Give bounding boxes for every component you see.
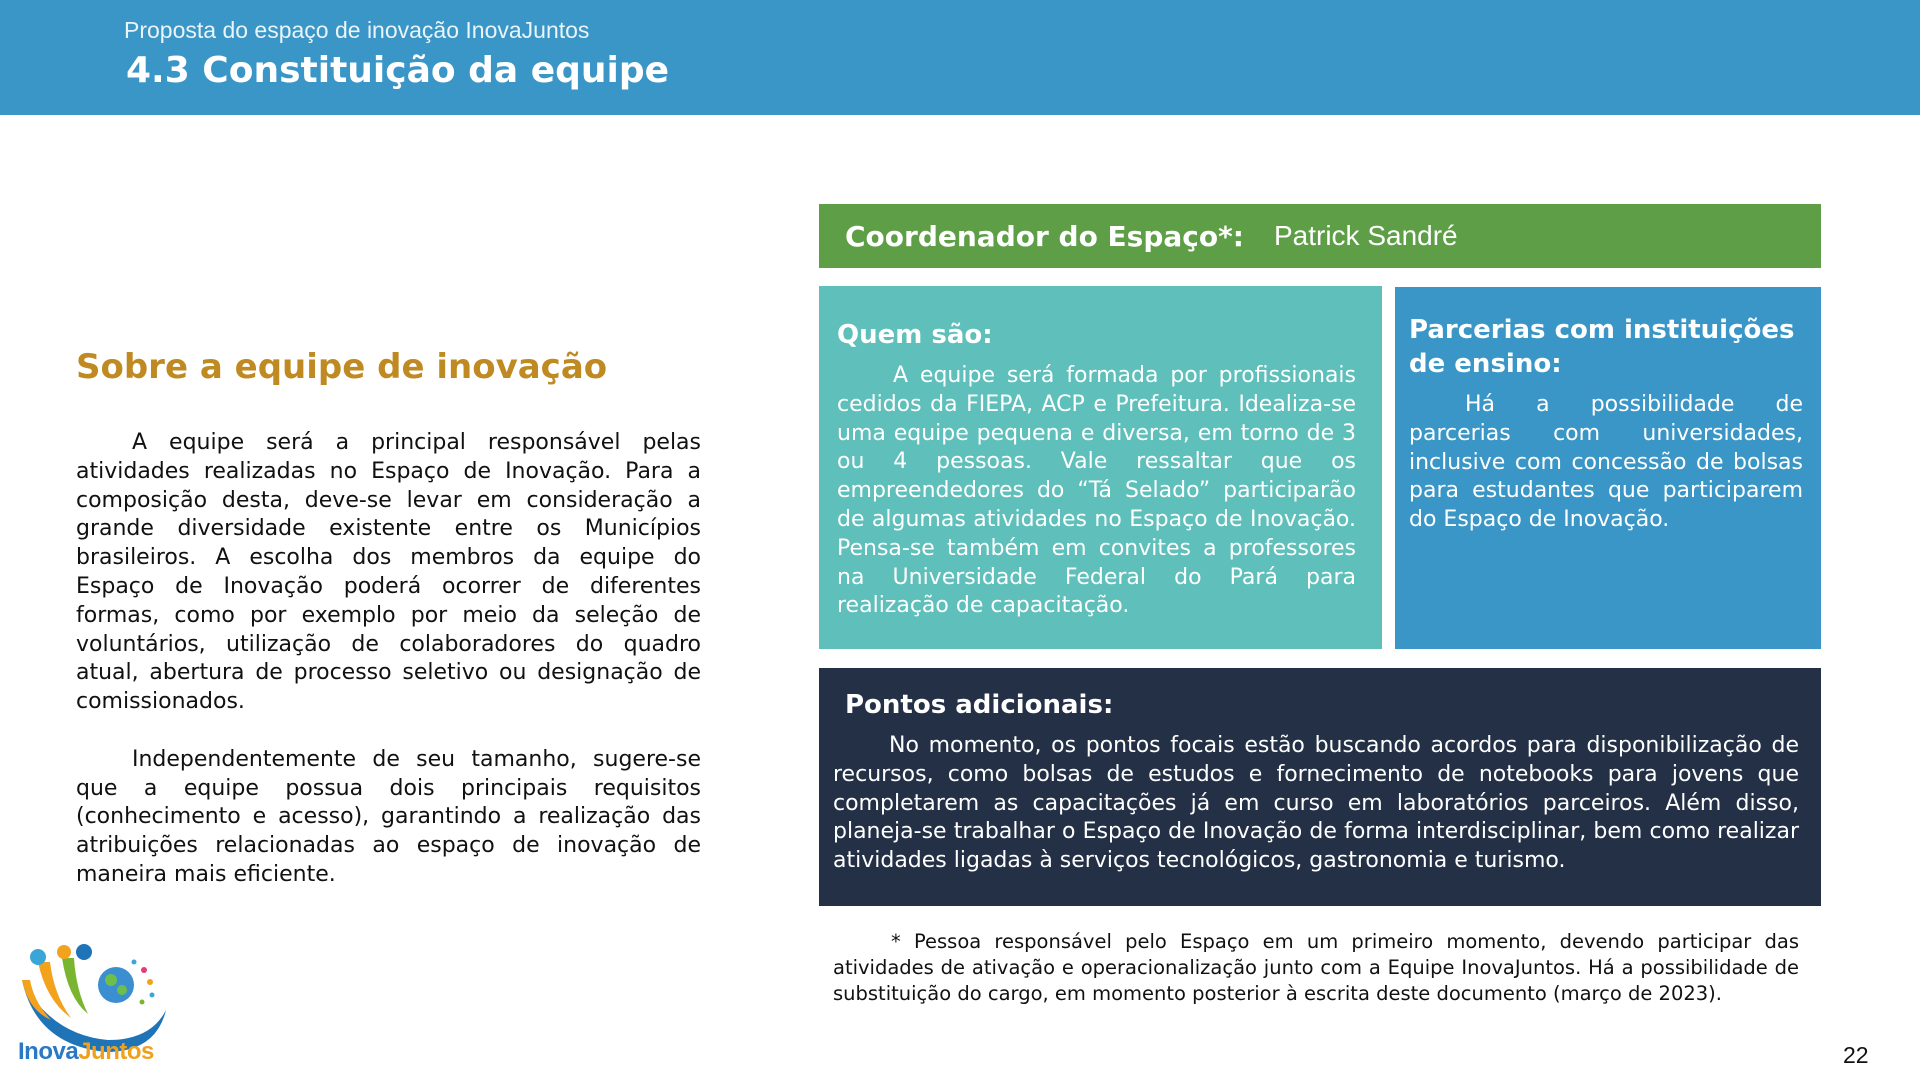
team-heading: Sobre a equipe de inovação [76, 347, 608, 387]
document-supertitle: Proposta do espaço de inovação InovaJuntos [124, 17, 590, 43]
logo-wordmark [18, 1038, 154, 1066]
partners-text: Há a possibilidade de parcerias com universidades, inclusive com concessão de bolsas para estudantes que participarem do Espaço de Inovação. [1409, 392, 1803, 533]
coordinator-name: Patrick Sandré [1273, 220, 1458, 251]
team-paragraph-1: A equipe será a principal responsável pelas atividades realizadas no Espaço de Inovação. Para a composição desta, deve-se levar em consideração a grande diversidade existente entre os Municípios brasileiros. A escolha dos membros da equipe do Espaço de Inovação poderá ocorrer de diferentes formas, como por exemplo por meio da seleção de voluntários, utilização de colaboradores do quadro atual, abertura de processo seletivo ou designação de comissionados. [76, 430, 701, 715]
additional-points-title: Pontos adicionais: [845, 690, 1114, 720]
footnote-text: * Pessoa responsável pelo Espaço em um primeiro momento, devendo participar das atividades de ativação e operacionalização junto com a Equipe InovaJuntos. Há a possibilidade de substituição do cargo, em momento posterior à escrita deste documento (março de 2023). [833, 930, 1799, 1005]
who-text-block [837, 362, 1356, 621]
footnote [833, 929, 1799, 1007]
section-title: 4.3 Constituição da equipe [126, 50, 670, 91]
partners-box [1395, 287, 1821, 649]
team-description [76, 429, 701, 919]
partners-text-block [1409, 391, 1803, 535]
who-box [819, 286, 1382, 649]
additional-points-text-block [833, 732, 1799, 876]
logo-wordmark-part1: Inova [18, 1038, 79, 1065]
who-title: Quem são: [837, 320, 993, 350]
page-header [0, 0, 1920, 115]
additional-points-text: No momento, os pontos focais estão buscando acordos para disponibilização de recursos, como bolsas de estudos e fornecimento de notebooks para jovens que completarem as capacitações já em curso em laboratórios parceiros. Além disso, planeja-se trabalhar o Espaço de Inovação de forma interdisciplinar, bem como realizar atividades ligadas à serviços tecnológicos, gastronomia e turismo. [833, 733, 1799, 874]
logo-wordmark-part2: Juntos [78, 1038, 154, 1065]
team-paragraph-2: Independentemente de seu tamanho, sugere-se que a equipe possua dois principais requisitos (conhecimento e acesso), garantindo a realização das atribuições relacionadas ao espaço de inovação de maneira mais eficiente. [76, 746, 701, 887]
coordinator-label: Coordenador do Espaço*: [845, 219, 1244, 253]
partners-title: Parcerias com instituições de ensino: [1409, 315, 1795, 379]
coordinator-bar [819, 204, 1821, 268]
additional-points-box [819, 668, 1821, 906]
who-text: A equipe será formada por profissionais cedidos da FIEPA, ACP e Prefeitura. Idealiza-se uma equipe pequena e diversa, em torno de 3 ou 4 pessoas. Vale ressaltar que os empreendedores do “Tá Selado” participarão de algumas atividades no Espaço de Inovação. Pensa-se também em convites a professores na Universidade Federal do Pará para realização de capacitação. [837, 363, 1356, 619]
page-number: 22 [1843, 1042, 1869, 1068]
